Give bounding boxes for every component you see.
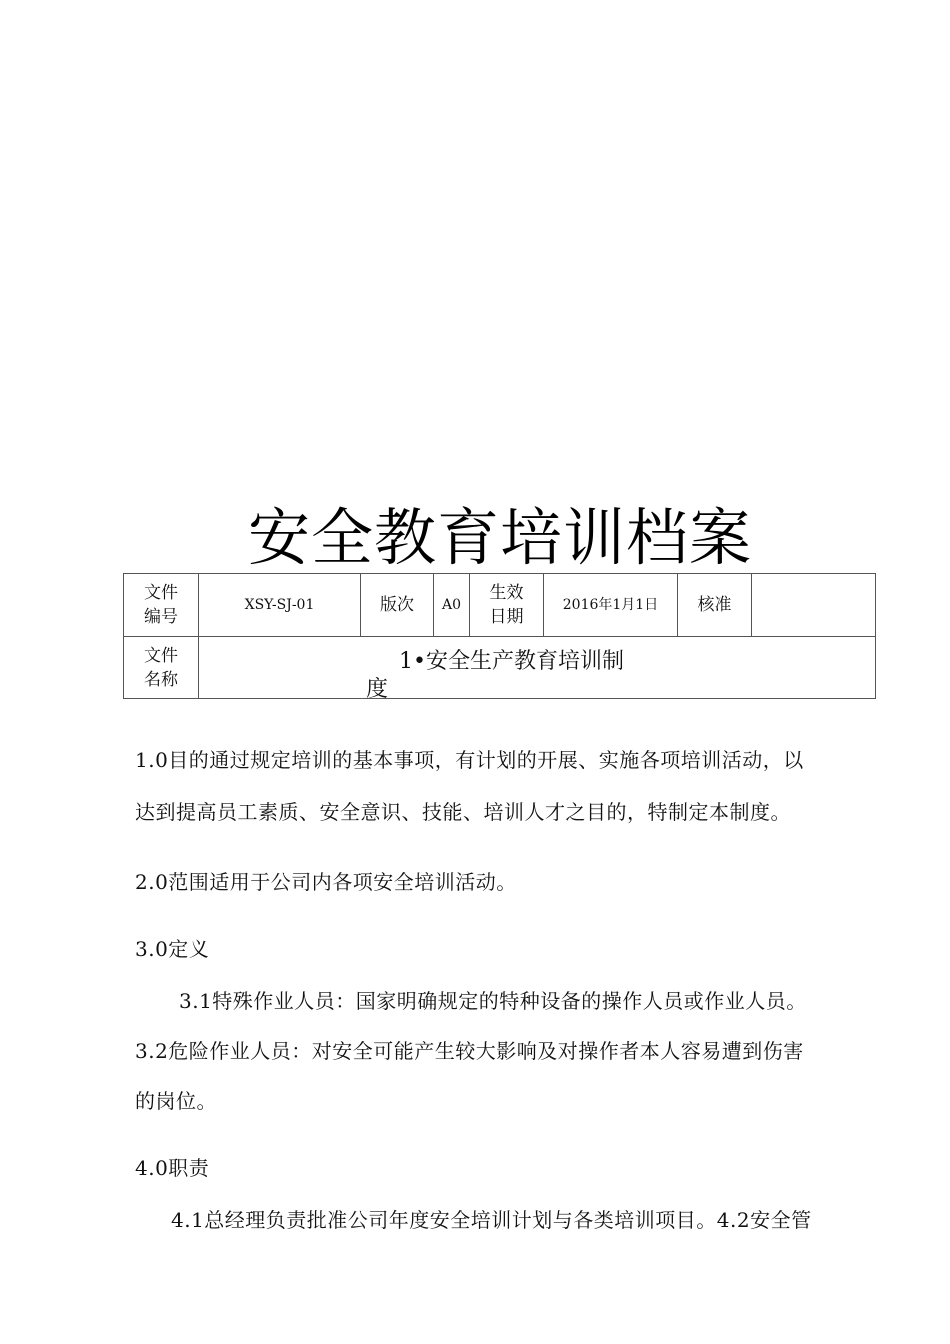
section-1-purpose-line-1: 1.0目的通过规定培训的基本事项，有计划的开展、实施各项培训活动，以 <box>135 748 804 772</box>
section-3-2-definition-line-1: 3.2危险作业人员：对安全可能产生较大影响及对操作者本人容易遭到伤害 <box>135 1039 804 1063</box>
file-name-value-cell <box>199 637 876 702</box>
version-label: 版次 <box>361 574 434 637</box>
document-title: 安全教育培训档案 <box>247 501 752 574</box>
approval-value <box>752 574 876 637</box>
version-value: A0 <box>434 574 470 637</box>
file-number-label: 文件 编号 <box>124 574 199 637</box>
section-3-1-definition: 3.1特殊作业人员：国家明确规定的特种设备的操作人员或作业人员。 <box>179 989 807 1013</box>
section-2-scope: 2.0范围适用于公司内各项安全培训活动。 <box>135 870 517 894</box>
approval-label: 核准 <box>678 574 752 637</box>
document-info-table <box>123 573 876 702</box>
section-4-1-responsibility: 4.1总经理负责批准公司年度安全培训计划与各类培训项目。4.2安全管 <box>171 1208 812 1232</box>
section-3-2-definition-line-2: 的岗位。 <box>135 1089 217 1113</box>
section-1-purpose-line-2: 达到提高员工素质、安全意识、技能、培训人才之目的，特制定本制度。 <box>135 800 791 824</box>
section-3-heading: 3.0定义 <box>135 937 210 961</box>
effective-date-value: 2016年1月1日 <box>544 574 678 637</box>
effective-date-label: 生效 日期 <box>470 574 544 637</box>
file-number-value: XSY-SJ-01 <box>199 574 361 637</box>
file-name-value <box>366 645 659 702</box>
section-4-heading: 4.0职责 <box>135 1156 210 1180</box>
file-name-main: 1•安全生产教育培训制 <box>399 649 624 674</box>
file-name-label: 文件 名称 <box>124 637 199 699</box>
file-name-tail: 度 <box>366 677 389 702</box>
